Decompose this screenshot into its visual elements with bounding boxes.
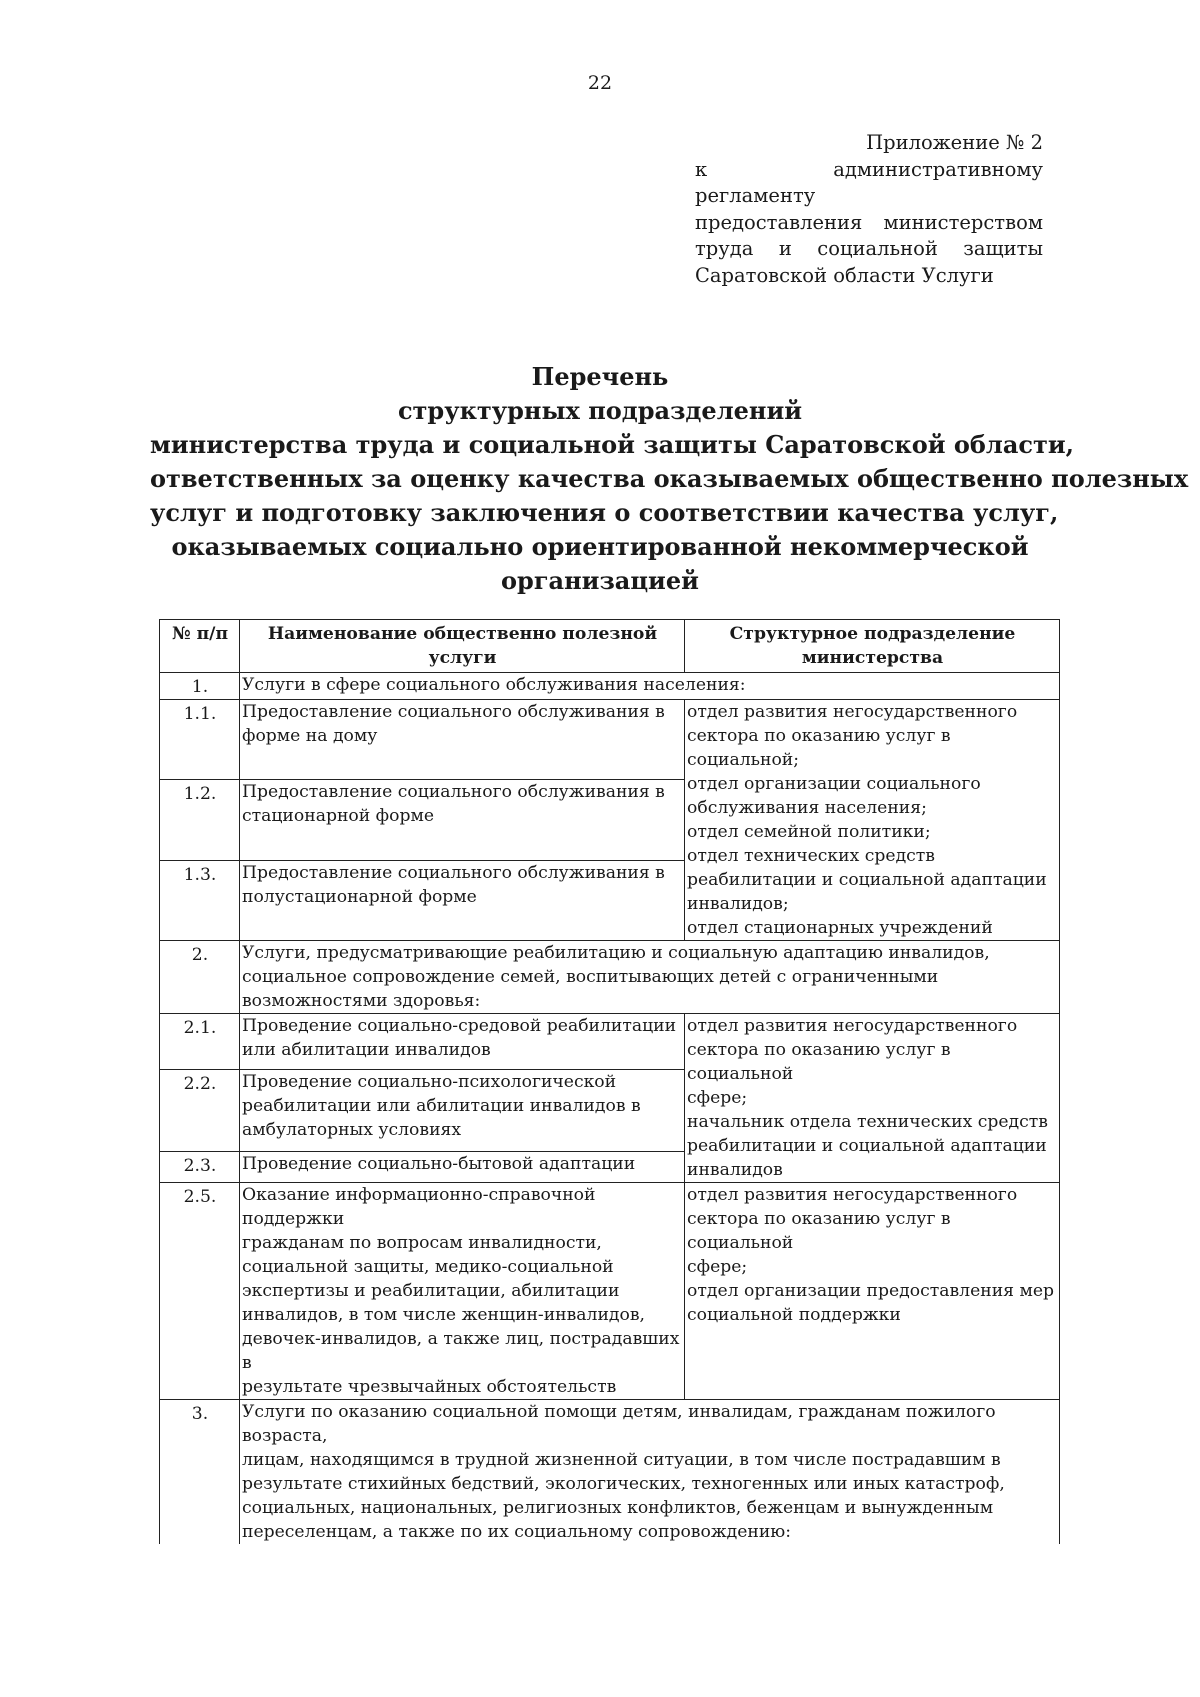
title-line: ответственных за оценку качества оказываемых общественно полезных — [150, 464, 1189, 493]
header-service: Наименование общественно полезной услуги — [240, 620, 685, 673]
title-line: Перечень — [531, 362, 669, 391]
header-num: № п/п — [160, 620, 240, 673]
appendix-line: Саратовской области Услуги — [695, 263, 994, 287]
table-row — [160, 700, 1060, 780]
title-line: организацией — [501, 566, 699, 595]
department-cell: отдел развития негосударственного сектора по оказанию услуг в социальной сфере; отдел организации предоставления мер социальной поддержки — [685, 1183, 1060, 1400]
section-row — [160, 673, 1060, 700]
row-number: 2.5. — [160, 1183, 240, 1400]
appendix-number: Приложение № 2 — [866, 131, 1043, 154]
service-name: Предоставление социального обслуживания в стационарной форме — [240, 780, 685, 860]
department-cell: отдел развития негосударственного сектора по оказанию услуг в социальной; отдел организации социального обслуживания населения; отдел семейной политики; отдел технических средств реабилитации и социальной адаптации инвалидов; отдел стационарных учреждений — [685, 700, 1060, 941]
table-row — [160, 1014, 1060, 1070]
title-line: оказываемых социально ориентированной некоммерческой — [171, 532, 1029, 561]
service-name: Предоставление социального обслуживания в полустационарной форме — [240, 860, 685, 940]
section-number: 1. — [160, 673, 240, 700]
department-cell: отдел развития негосударственного сектора по оказанию услуг в социальной сфере; начальник отдела технических средств реабилитации и социальной адаптации инвалидов — [685, 1014, 1060, 1183]
document-title — [150, 360, 1189, 598]
row-number: 2.2. — [160, 1069, 240, 1152]
section-number: 2. — [160, 941, 240, 1014]
title-line: структурных подразделений — [397, 396, 803, 425]
row-number: 2.1. — [160, 1014, 240, 1070]
page-number: 22 — [587, 72, 613, 94]
section-row — [160, 941, 1060, 1014]
section-title: Услуги по оказанию социальной помощи детям, инвалидам, гражданам пожилого возраста, лицам, находящимся в трудной жизненной ситуации, в том числе пострадавшим в результате стихийных бедствий, экологических, техногенных или иных катастроф, социальных, национальных, религиозных конфликтов, беженцам и вынужденным переселенцам, а также по их социальному сопровождению: — [240, 1400, 1060, 1545]
section-title: Услуги, предусматривающие реабилитацию и социальную адаптацию инвалидов, социальное сопровождение семей, воспитывающих детей с ограниченными возможностями здоровья: — [240, 941, 1060, 1014]
section-row — [160, 1400, 1060, 1545]
row-number: 1.2. — [160, 780, 240, 860]
service-name: Проведение социально-психологической реабилитации или абилитации инвалидов в амбулаторных условиях — [240, 1069, 685, 1152]
table-header-row — [160, 620, 1060, 673]
service-name: Проведение социально-средовой реабилитации или абилитации инвалидов — [240, 1014, 685, 1070]
row-number: 1.1. — [160, 700, 240, 780]
table-row — [160, 1183, 1060, 1400]
row-number: 2.3. — [160, 1152, 240, 1183]
row-number: 1.3. — [160, 860, 240, 940]
appendix-line: к административному регламенту — [695, 157, 1043, 207]
appendix-block — [695, 130, 1043, 289]
title-line: услуг и подготовку заключения о соответствии качества услуг, — [150, 498, 1059, 527]
appendix-line: предоставления министерством — [695, 210, 1043, 234]
header-department: Структурное подразделение министерства — [685, 620, 1060, 673]
service-name: Предоставление социального обслуживания в форме на дому — [240, 700, 685, 780]
section-title: Услуги в сфере социального обслуживания населения: — [240, 673, 1060, 700]
section-number: 3. — [160, 1400, 240, 1545]
service-name: Оказание информационно-справочной поддержки гражданам по вопросам инвалидности, социальной защиты, медико-социальной экспертизы и реабилитации, абилитации инвалидов, в том числе женщин-инвалидов, девочек-инвалидов, а также лиц, пострадавших в результате чрезвычайных обстоятельств — [240, 1183, 685, 1400]
service-name: Проведение социально-бытовой адаптации — [240, 1152, 685, 1183]
appendix-line: труда и социальной защиты — [695, 237, 1043, 260]
services-table — [159, 619, 1060, 1544]
title-line: министерства труда и социальной защиты Саратовской области, — [150, 430, 1075, 459]
